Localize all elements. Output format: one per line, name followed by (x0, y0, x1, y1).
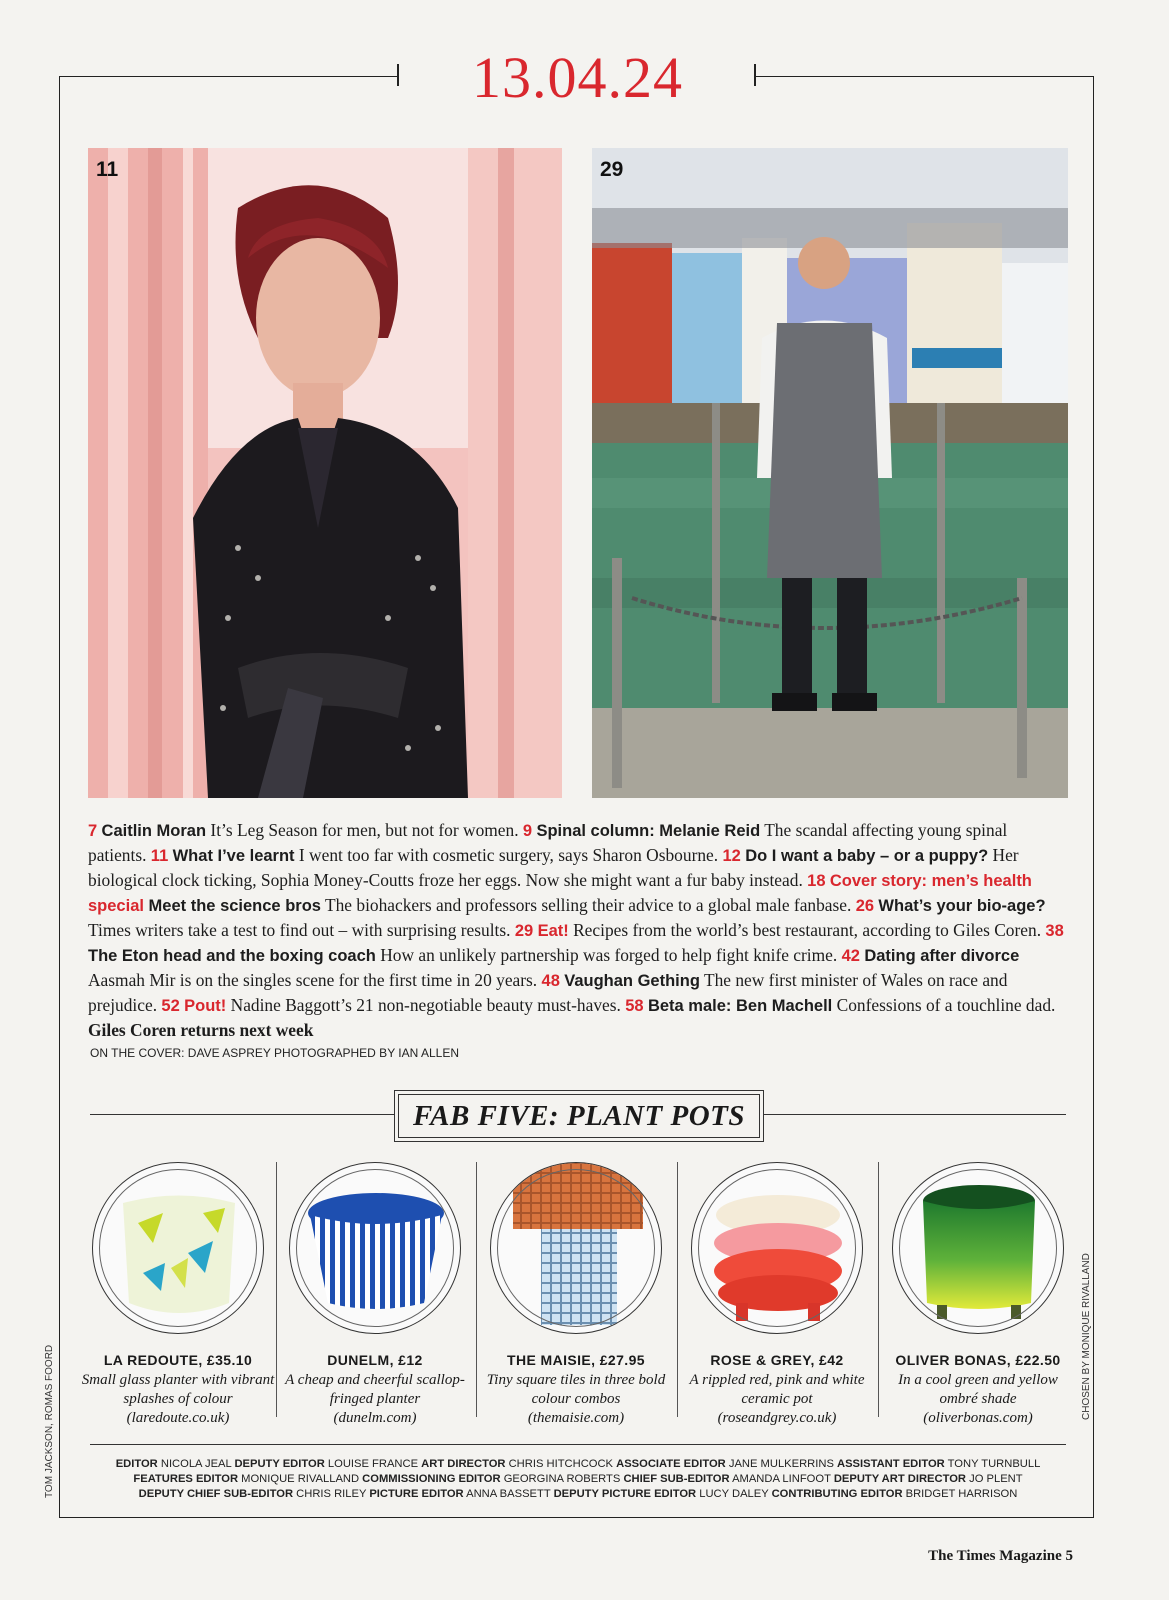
pot-description (277, 1371, 473, 1428)
masthead (90, 1457, 1066, 1502)
pot-description (478, 1371, 674, 1428)
contents-item[interactable] (88, 820, 523, 840)
contents-end-note: Giles Coren returns next week (88, 1020, 314, 1040)
item-text: The new first minister of Wales on race and prejudice. (88, 970, 1008, 1015)
masthead-name: CHRIS HITCHCOCK (508, 1458, 614, 1470)
pot-website[interactable]: (dunelm.com) (333, 1410, 417, 1426)
masthead-role: ASSISTANT EDITOR (837, 1458, 945, 1470)
item-heading: What’s your bio-age? (878, 897, 1046, 915)
scallop-planter-illustration (290, 1163, 461, 1334)
page-number: 42 (841, 947, 860, 965)
pot-title: OLIVER BONAS, £22.50 (895, 1352, 1061, 1368)
issue-date: 13.04.24 (472, 45, 683, 110)
masthead-name: TONY TURNBULL (947, 1458, 1041, 1470)
masthead-role: DEPUTY EDITOR (234, 1458, 325, 1470)
pot-title: ROSE & GREY, £42 (710, 1352, 844, 1368)
page-number: 11 (150, 847, 169, 865)
fab-five-title: FAB FIVE: PLANT POTS (398, 1094, 760, 1138)
header-rule-right (755, 76, 1094, 77)
page-number: 48 (541, 972, 560, 990)
column-divider (476, 1162, 477, 1417)
masthead-name: JANE MULKERRINS (728, 1458, 834, 1470)
item-heading: Spinal column: Melanie Reid (536, 822, 761, 840)
column-divider (878, 1162, 879, 1417)
pot-desc-text: A rippled red, pink and white ceramic pot (689, 1372, 865, 1407)
pot-website[interactable]: (oliverbonas.com) (923, 1410, 1033, 1426)
pot-website[interactable]: (laredoute.co.uk) (126, 1410, 230, 1426)
item-heading-red: Pout! (184, 997, 227, 1015)
photo-page-number: 29 (600, 158, 624, 181)
masthead-line (90, 1487, 1066, 1502)
page-number: 5 (1065, 1548, 1073, 1564)
contents-item[interactable] (625, 995, 1055, 1015)
masthead-name: LOUISE FRANCE (327, 1458, 419, 1470)
page-number: 7 (88, 822, 98, 840)
item-text: Her biological clock ticking, Sophia Money-Coutts froze her eggs. Now she might want a fur baby instead. (88, 845, 1019, 890)
header-rule-left (59, 76, 398, 77)
item-heading: Beta male: Ben Machell (647, 997, 833, 1015)
masthead-name: BRIDGET HARRISON (905, 1488, 1018, 1500)
masthead-name: GEORGINA ROBERTS (503, 1473, 621, 1485)
pot-title: DUNELM, £12 (327, 1352, 423, 1368)
masthead-role: CONTRIBUTING EDITOR (771, 1488, 903, 1500)
column-divider (677, 1162, 678, 1417)
item-text: Recipes from the world’s best restaurant, according to Giles Coren. (568, 920, 1046, 940)
chosen-by-credit: CHOSEN BY MONIQUE RIVALLAND (1081, 1253, 1092, 1420)
masthead-name: NICOLA JEAL (160, 1458, 232, 1470)
contents-list (88, 818, 1068, 1042)
pot-desc-text: A cheap and cheerful scallop-fringed planter (285, 1372, 465, 1407)
page-number: 52 (161, 997, 180, 1015)
fab-rule-right (764, 1114, 1066, 1115)
item-heading: Dating after divorce (864, 947, 1020, 965)
pot-item-oliver-bonas[interactable] (880, 1162, 1076, 1430)
masthead-role: ART DIRECTOR (421, 1458, 506, 1470)
item-heading: The Eton head and the boxing coach (88, 947, 376, 965)
pot-title: THE MAISIE, £27.95 (507, 1352, 645, 1368)
item-text: It’s Leg Season for men, but not for women. (206, 820, 523, 840)
portrait-illustration (88, 148, 562, 798)
ombre-pot-illustration (893, 1163, 1064, 1334)
masthead-role: COMMISSIONING EDITOR (362, 1473, 501, 1485)
pot-description (80, 1371, 276, 1428)
pot-image (92, 1162, 264, 1334)
item-heading: Caitlin Moran (101, 822, 207, 840)
masthead-role: EDITOR (115, 1458, 158, 1470)
masthead-role: DEPUTY PICTURE EDITOR (553, 1488, 697, 1500)
page-number: 9 (522, 822, 533, 840)
photo-page-number: 11 (96, 158, 119, 181)
photo-credit: TOM JACKSON, ROMAS FOORD (44, 1344, 55, 1498)
page-number: 38 (1045, 922, 1064, 940)
pot-image (490, 1162, 662, 1334)
masthead-rule (90, 1444, 1066, 1445)
masthead-line (90, 1472, 1066, 1487)
pot-item-la-redoute[interactable] (80, 1162, 276, 1430)
pot-website[interactable]: (roseandgrey.co.uk) (717, 1410, 837, 1426)
contents-item[interactable] (161, 995, 625, 1015)
item-heading-red: Cover story: men’s health special (88, 872, 1032, 915)
item-heading: Do I want a baby – or a puppy? (745, 847, 989, 865)
item-text: The biohackers and professors selling their advice to a global male fanbase. (320, 895, 856, 915)
contents-item[interactable] (515, 920, 1046, 940)
fab-rule-left (90, 1114, 394, 1115)
item-text: Confessions of a touchline dad. (832, 995, 1056, 1015)
page-number: 18 (807, 872, 826, 890)
page-number: 12 (722, 847, 741, 865)
item-heading: What I’ve learnt (172, 847, 295, 865)
rippled-pot-illustration (692, 1163, 863, 1334)
page-number: 26 (855, 897, 875, 915)
item-text: The scandal affecting young spinal patients. (88, 820, 1008, 865)
tiled-planter-illustration (491, 1163, 662, 1334)
item-text: I went too far with cosmetic surgery, says Sharon Osbourne. (294, 845, 723, 865)
masthead-name: MONIQUE RIVALLAND (241, 1473, 360, 1485)
pot-description (679, 1371, 875, 1428)
item-text: Nadine Baggott’s 21 non-negotiable beauty must-haves. (226, 995, 626, 1015)
pot-desc-text: In a cool green and yellow ombré shade (898, 1372, 1058, 1407)
masthead-role: DEPUTY ART DIRECTOR (833, 1473, 967, 1485)
glass-planter-illustration (93, 1163, 264, 1334)
masthead-role: DEPUTY CHIEF SUB-EDITOR (138, 1488, 294, 1500)
photo-chef-harbour[interactable] (592, 148, 1068, 798)
page-number: 58 (625, 997, 644, 1015)
item-text: Times writers take a test to find out – with surprising results. (88, 920, 515, 940)
masthead-name: JO PLENT (969, 1473, 1023, 1485)
photo-sharon-osbourne[interactable] (88, 148, 562, 798)
harbour-illustration (592, 148, 1068, 798)
fab-five-heading-box (394, 1090, 764, 1142)
pot-website[interactable]: (themaisie.com) (527, 1410, 625, 1426)
masthead-role: FEATURES EDITOR (133, 1473, 239, 1485)
pot-description (880, 1371, 1076, 1428)
header-tick-left (397, 64, 399, 86)
item-text: Aasmah Mir is on the singles scene for the first time in 20 years. (88, 970, 542, 990)
contents-item[interactable] (151, 845, 723, 865)
cover-credit: ON THE COVER: DAVE ASPREY PHOTOGRAPHED BY IAN ALLEN (90, 1046, 460, 1060)
pot-item-dunelm[interactable] (277, 1162, 473, 1430)
pot-image (892, 1162, 1064, 1334)
pot-title: LA REDOUTE, £35.10 (103, 1352, 253, 1368)
masthead-name: CHRIS RILEY (296, 1488, 367, 1500)
pot-item-rose-grey[interactable] (679, 1162, 875, 1430)
page-footer (928, 1548, 1073, 1565)
masthead-role: PICTURE EDITOR (369, 1488, 464, 1500)
masthead-role: CHIEF SUB-EDITOR (623, 1473, 730, 1485)
pot-image (691, 1162, 863, 1334)
masthead-line (90, 1457, 1066, 1472)
item-heading-red: Eat! (537, 922, 569, 940)
masthead-name: AMANDA LINFOOT (732, 1473, 831, 1485)
masthead-name: LUCY DALEY (699, 1488, 769, 1500)
masthead-role: ASSOCIATE EDITOR (616, 1458, 726, 1470)
masthead-name: ANNA BASSETT (466, 1488, 551, 1500)
pot-item-the-maisie[interactable] (478, 1162, 674, 1430)
pot-image (289, 1162, 461, 1334)
pot-desc-text: Small glass planter with vibrant splashes of colour (81, 1372, 275, 1407)
item-heading: Meet the science bros (143, 897, 321, 915)
item-text: How an unlikely partnership was forged to help fight knife crime. (375, 945, 842, 965)
page-number: 29 (514, 922, 534, 940)
publication-name: The Times Magazine (928, 1548, 1062, 1564)
pot-desc-text: Tiny square tiles in three bold colour combos (486, 1372, 666, 1407)
item-heading: Vaughan Gething (564, 972, 700, 990)
